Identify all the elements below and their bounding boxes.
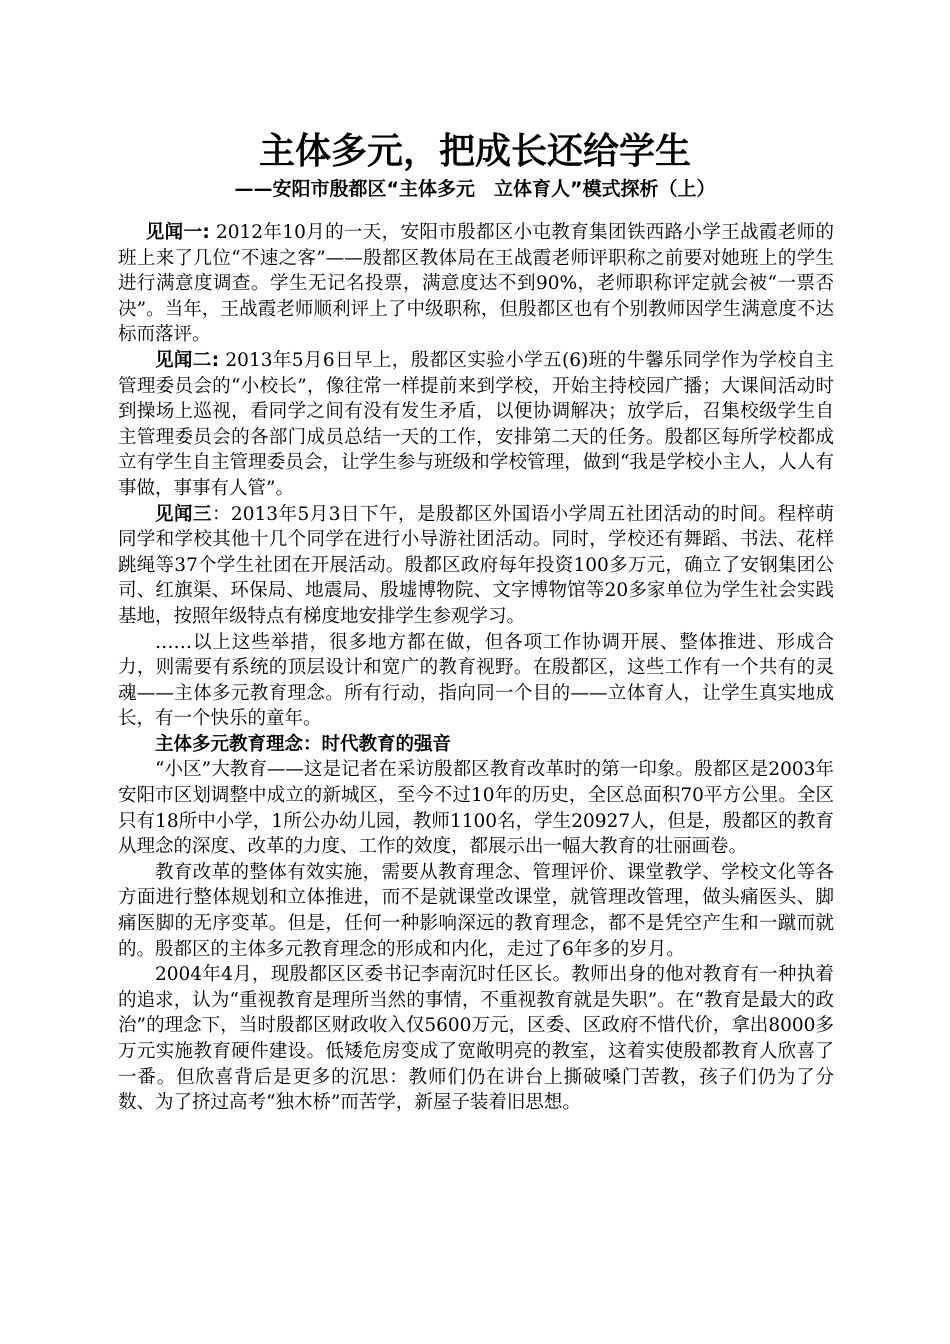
paragraph-label: 见闻一: xyxy=(145,222,210,243)
article-title: 主体多元，把成长还给学生 xyxy=(258,131,691,172)
paragraph-text: 2013年5月6日早上，殷都区实验小学五(6)班的牛馨乐同学作为学校自主管理委员会的“小校长”，像往常一样提前来到学校，开始主持校园广播；大课间活动时到操场上巡视，看同学之间有没有发生矛盾，以便协调解决；放学后，召集校级学生自主管理委员会的各部门成员总结一天的工作，安排第二天的任务。殷都区每所学校都成立有学生自主管理委员会，让学生参与班级和学校管理，做到“我是学校小主人，人人有事做，事事有人管”。 xyxy=(118,349,834,499)
paragraph-observation-1 xyxy=(118,220,834,348)
article-subtitle: ——安阳市殷都区“主体多元 立体育人”模式探析（上） xyxy=(234,178,716,200)
paragraph-observation-2 xyxy=(118,348,834,502)
paragraph-summary xyxy=(118,630,834,732)
section-paragraph-1: “小区”大教育——这是记者在采访殷都区教育改革时的第一印象。殷都区是2003年安阳市区划调整中成立的新城区，至今不过10年的历史，全区总面积70平方公里。全区只有18所中小学，1所公办幼儿园，教师1100名，学生20927人，但是，殷都区的教育从理念的深度、改革的力度、工作的效度，都展示出一幅大教育的壮丽画卷。 xyxy=(118,759,834,858)
section-heading: 主体多元教育理念：时代教育的强音 xyxy=(155,733,452,755)
paragraph-observation-3 xyxy=(118,502,834,630)
paragraph-text: ……以上这些举措，很多地方都在做，但各项工作协调开展、整体推进、形成合力，则需要有系统的顶层设计和宽广的教育视野。在殷都区，这些工作有一个共有的灵魂——主体多元教育理念。所有行动，指向同一个目的——立体育人，让学生真实地成长，有一个快乐的童年。 xyxy=(118,631,834,730)
paragraph-label: 见闻三 xyxy=(155,503,212,525)
paragraph-text: ：2013年5月3日下午，是殷都区外国语小学周五社团活动的时间。程梓萌同学和学校其他十几个同学在进行小导游社团活动。同时，学校还有舞蹈、书法、花样跳绳等37个学生社团在开展活动。殷都区政府每年投资100多万元，确立了安钢集团公司、红旗渠、环保局、地震局、殷墟博物院、文字博物馆等20多家单位为学生社会实践基地，按照年级特点有梯度地安排学生参观学习。 xyxy=(118,503,834,627)
section-paragraph-3: 2004年4月，现殷都区区委书记李南沉时任区长。教师出身的他对教育有一种执着的追求，认为“重视教育是理所当然的事情，不重视教育就是失职”。在“教育是最大的政治”的理念下，当时殷都区财政收入仅5600万元，区委、区政府不惜代价，拿出8000多万元实施教育硬件建设。低矮危房变成了宽敞明亮的教室，这着实使殷都教育人欣喜了一番。但欣喜背后是更多的沉思：教师们仍在讲台上撕破嗓门苦教，孩子们仍为了分数、为了挤过高考“独木桥”而苦学，新屋子装着旧思想。 xyxy=(118,964,834,1114)
article-body xyxy=(118,220,834,1116)
paragraph-label: 见闻二: xyxy=(155,349,220,371)
section-paragraph-2: 教育改革的整体有效实施，需要从教育理念、管理评价、课堂教学、学校文化等各方面进行整体规划和立体推进，而不是就课堂改课堂，就管理改管理，做头痛医头、脚痛医脚的无序变革。但是，任何一种影响深远的教育理念，都不是凭空产生和一蹴而就的。殷都区的主体多元教育理念的形成和内化，走过了6年多的岁月。 xyxy=(118,861,834,960)
paragraph-text: 2012年10月的一天，安阳市殷都区小屯教育集团铁西路小学王战霞老师的班上来了几位“不速之客”——殷都区教体局在王战霞老师评职称之前要对她班上的学生进行满意度调查。学生无记名投票，满意度达不到90%，老师职称评定就会被“一票否决”。当年，王战霞老师顺利评上了中级职称，但殷都区也有个别教师因学生满意度不达标而落评。 xyxy=(118,222,834,346)
